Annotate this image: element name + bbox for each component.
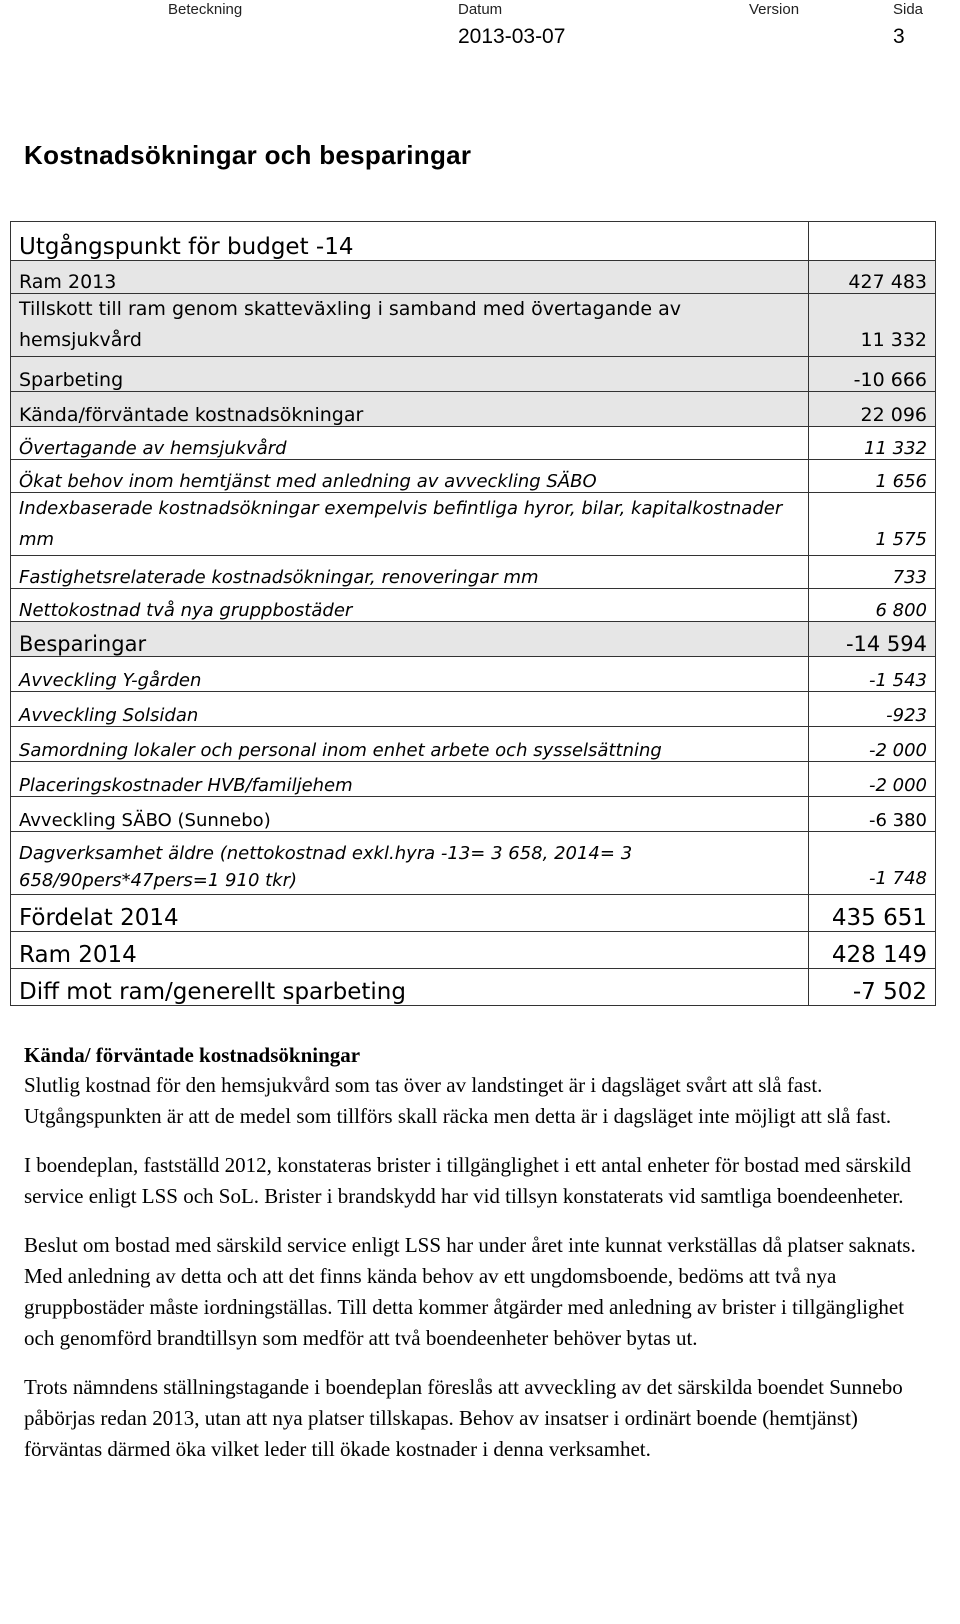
row-label: Sparbeting [11, 357, 809, 392]
table-total-row [11, 969, 936, 1006]
row-value: 11 332 [809, 427, 936, 460]
row-value: -923 [809, 692, 936, 727]
table-heading-amount [809, 222, 936, 261]
datum-value: 2013-03-07 [458, 25, 566, 48]
table-total-row [11, 932, 936, 969]
row-label: Avveckling Y-gården [11, 657, 809, 692]
row-label: Samordning lokaler och personal inom enhet arbete och sysselsättning [11, 727, 809, 762]
table-row [11, 692, 936, 727]
row-label: Indexbaserade kostnadsökningar exempelvis befintliga hyror, bilar, kapitalkostnader mm [11, 493, 809, 556]
row-value: 428 149 [809, 932, 936, 969]
row-label: Kända/förväntade kostnadsökningar [11, 392, 809, 427]
row-label: Ökat behov inom hemtjänst med anledning av avveckling SÄBO [11, 460, 809, 493]
row-value: -1 748 [809, 832, 936, 895]
row-label: Avveckling SÄBO (Sunnebo) [11, 797, 809, 832]
row-value: -14 594 [809, 622, 936, 657]
document-header [0, 0, 960, 50]
row-value: -1 543 [809, 657, 936, 692]
paragraph: Beslut om bostad med särskild service enligt LSS har under året inte kunnat verkställas då platser saknats. Med anledning av detta och att det finns kända behov av ett ungdomsboende, bedöms att två nya gruppbostäder måste iordningställas. Till detta kommer åtgärder med anledning av brister i tillgänglighet och genomförd brandtillsyn som medför att två boendeenheter behöver bytas ut. [24, 1233, 916, 1350]
table-row [11, 657, 936, 692]
row-value: -10 666 [809, 357, 936, 392]
row-value: 733 [809, 556, 936, 589]
version-label: Version [749, 1, 800, 18]
row-value: 427 483 [809, 261, 936, 294]
row-label: Avveckling Solsidan [11, 692, 809, 727]
table-row [11, 797, 936, 832]
body-text [24, 1040, 924, 1483]
beteckning-label: Beteckning [168, 1, 243, 18]
table-row [11, 762, 936, 797]
row-label: Fördelat 2014 [11, 895, 809, 932]
row-value: -2 000 [809, 762, 936, 797]
row-label: Övertagande av hemsjukvård [11, 427, 809, 460]
table-row [11, 294, 936, 357]
row-value: 1 656 [809, 460, 936, 493]
paragraph: Slutlig kostnad för den hemsjukvård som tas över av landstinget är i dagsläget svårt att slå fast. Utgångspunkten är att de medel som tillförs skall räcka men detta är i dagsläget inte möjligt att slå fast. [24, 1073, 892, 1128]
sida-label: Sida [893, 1, 924, 18]
beteckning-column [168, 0, 242, 20]
sida-value: 3 [893, 25, 905, 48]
table-row [11, 832, 936, 895]
row-label: Ram 2013 [11, 261, 809, 294]
row-label: Dagverksamhet äldre (nettokostnad exkl.hyra -13= 3 658, 2014= 3 658/90pers*47pers=1 910 tkr) [11, 832, 809, 895]
table-row [11, 392, 936, 427]
row-label: Placeringskostnader HVB/familjehem [11, 762, 809, 797]
table-total-row [11, 895, 936, 932]
row-label: Fastighetsrelaterade kostnadsökningar, renoveringar mm [11, 556, 809, 589]
table-heading-row [11, 222, 936, 261]
table-row [11, 589, 936, 622]
table-row [11, 427, 936, 460]
paragraph: Trots nämndens ställningstagande i boendeplan föreslås att avveckling av det särskilda boendet Sunnebo påbörjas redan 2013, utan att nya platser tillskapas. Behov av insatser i ordinärt boende (hemtjänst) förväntas därmed öka vilket leder till ökade kostnader i denna verksamhet. [24, 1375, 903, 1461]
table-row [11, 460, 936, 493]
row-value: -6 380 [809, 797, 936, 832]
table-row [11, 357, 936, 392]
row-value: 11 332 [809, 294, 936, 357]
row-value: 1 575 [809, 493, 936, 556]
sida-column [893, 0, 923, 50]
row-value: 22 096 [809, 392, 936, 427]
datum-column [458, 0, 565, 50]
row-label: Nettokostnad två nya gruppbostäder [11, 589, 809, 622]
row-value: 435 651 [809, 895, 936, 932]
table-heading: Utgångspunkt för budget -14 [11, 222, 809, 261]
table-row [11, 622, 936, 657]
row-value: -2 000 [809, 727, 936, 762]
row-value: -7 502 [809, 969, 936, 1006]
paragraph: I boendeplan, fastställd 2012, konstateras brister i tillgänglighet i ett antal enheter för bostad med särskild service enligt LSS och SoL. Brister i brandskydd har vid tillsyn konstaterats vid samtliga boendeenheter. [24, 1153, 912, 1208]
row-label: Ram 2014 [11, 932, 809, 969]
table-row [11, 261, 936, 294]
section-heading: Kända/ förväntade kostnadsökningar [24, 1043, 361, 1067]
row-label: Besparingar [11, 622, 809, 657]
row-label: Diff mot ram/generellt sparbeting [11, 969, 809, 1006]
page-title: Kostnadsökningar och besparingar [24, 140, 472, 170]
row-value: 6 800 [809, 589, 936, 622]
version-column [749, 0, 799, 20]
table-row [11, 493, 936, 556]
table-row [11, 727, 936, 762]
row-label: Tillskott till ram genom skatteväxling i samband med övertagande av hemsjukvård [11, 294, 809, 357]
budget-table [10, 221, 936, 1006]
table-row [11, 556, 936, 589]
datum-label: Datum [458, 1, 503, 18]
